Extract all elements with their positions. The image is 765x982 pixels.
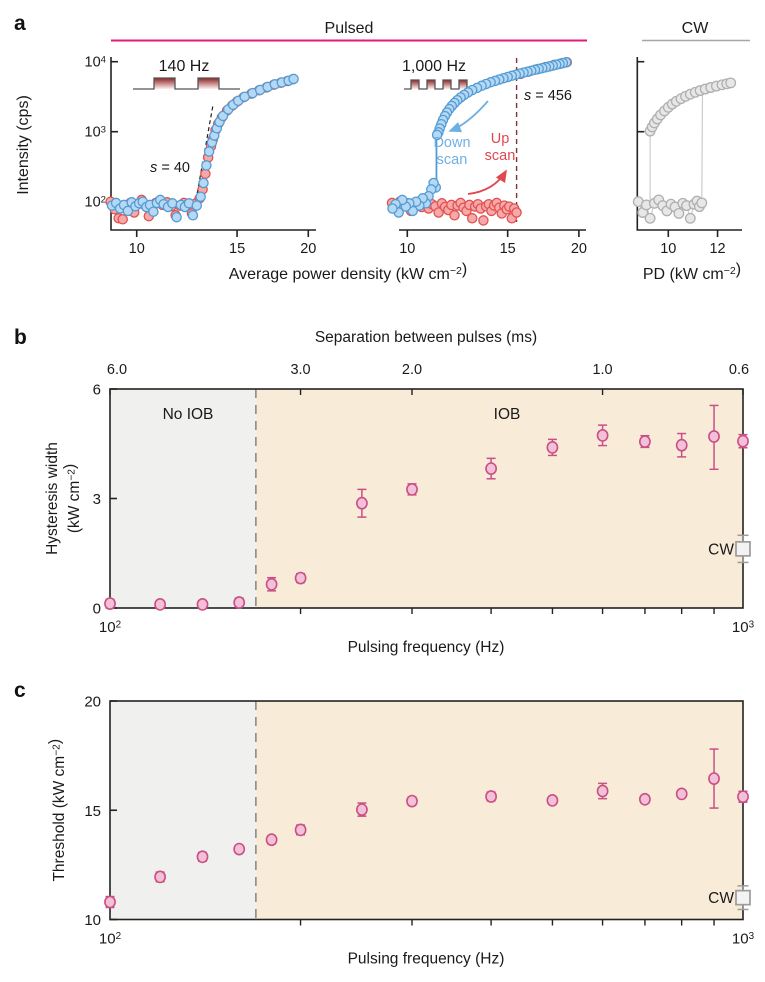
panel-a-xlabel: Average power density (kW $cm^{-2}$) — [228, 261, 468, 283]
panel-b — [44, 329, 755, 656]
y-tick-label: $10^2$ — [84, 194, 106, 211]
y-axis-label: Hysteresis width — [44, 442, 61, 555]
x-tick-label: 10 — [128, 241, 145, 257]
data-point — [197, 851, 207, 862]
data-point — [640, 436, 650, 447]
cw-label: CW — [708, 890, 734, 908]
x-tick-label: 15 — [499, 241, 516, 257]
x-tick-label: 20 — [300, 241, 317, 257]
cw-reference — [708, 886, 750, 910]
data-point — [598, 785, 608, 796]
data-point — [738, 436, 748, 447]
iob-label: IOB — [493, 406, 521, 423]
pulse-icon-140hz — [133, 58, 240, 89]
y-tick-label: 15 — [84, 802, 101, 820]
top-tick-label: 0.6 — [728, 362, 750, 378]
cw-connect-upper — [650, 83, 731, 200]
y-axis-label: (kW $cm^{-2}$) — [61, 463, 83, 534]
x-tick-label: $10^2$ — [98, 619, 122, 636]
data-point — [357, 804, 367, 815]
panel-a-axes — [15, 54, 742, 283]
x-tick-label: $10^3$ — [731, 930, 755, 948]
data-point — [547, 442, 557, 453]
y-axis-label: Threshold (kW $cm^{-2}$) — [46, 738, 68, 882]
x-tick-label: $10^3$ — [731, 619, 755, 636]
y-tick-label: 0 — [92, 600, 101, 618]
y-tick-label: 3 — [92, 491, 101, 508]
panel-c — [46, 694, 754, 968]
no-iob-region — [110, 701, 256, 920]
y-tick-label: 20 — [84, 693, 101, 711]
series-down-scan — [107, 74, 298, 221]
data-point — [267, 834, 277, 845]
series-cw-upper — [645, 78, 735, 136]
x-tick-label: 20 — [570, 241, 587, 257]
data-point — [296, 824, 306, 835]
data-point — [105, 598, 115, 609]
top-tick-label: 3.0 — [290, 362, 311, 378]
pulse — [411, 80, 419, 89]
x-axis-label: Pulsing frequency (Hz) — [347, 639, 505, 656]
panel-a-headers — [111, 20, 750, 41]
y-tick-label: 10 — [84, 912, 101, 929]
data-point — [155, 599, 165, 610]
data-point — [709, 431, 719, 442]
cw-square-marker — [736, 542, 750, 556]
down-scan-label: Down scan — [433, 135, 471, 168]
data-point — [234, 844, 244, 855]
pulse — [154, 78, 175, 89]
data-point — [486, 791, 496, 802]
y-tick-label: 6 — [92, 381, 101, 399]
top-tick-label: 1.0 — [592, 362, 613, 378]
pulse — [198, 78, 219, 89]
data-point — [486, 463, 496, 474]
iob-region — [256, 701, 743, 920]
data-point — [357, 498, 367, 509]
inset-label-140hz: 140 Hz — [158, 58, 210, 75]
panel-c-label: c — [14, 679, 26, 702]
data-point — [155, 871, 165, 882]
x-tick-label: 12 — [709, 241, 726, 257]
y-tick-label: $10^3$ — [84, 124, 106, 141]
top-tick-label: 2.0 — [401, 362, 423, 378]
up-scan-label: Up scan — [484, 131, 516, 164]
pulsed-title: Pulsed — [324, 20, 374, 37]
data-point — [234, 597, 244, 608]
x-tick-label: 15 — [229, 241, 246, 257]
x-tick-label: 10 — [660, 241, 677, 257]
subplot-cw — [634, 78, 736, 223]
pulse — [427, 80, 435, 89]
data-point — [407, 484, 417, 495]
panel-b-label: b — [14, 326, 27, 349]
series-cw-lower — [634, 195, 707, 223]
data-point — [296, 573, 306, 584]
data-point — [640, 794, 650, 805]
pulse-icon-1000hz — [402, 58, 474, 89]
panel-a — [15, 20, 750, 283]
panel-a-label: a — [14, 12, 26, 35]
data-point — [709, 773, 719, 784]
subplot-140hz — [106, 74, 298, 224]
data-point — [407, 796, 417, 807]
no-iob-label: No IOB — [162, 406, 214, 423]
top-tick-label: 6.0 — [106, 362, 128, 378]
x-tick-label: 10 — [399, 241, 416, 257]
panel-a-cw-xlabel: PD (kW $cm^{-2}$) — [642, 261, 742, 283]
y-tick-label: $10^4$ — [84, 54, 106, 71]
s40-annotation: s = 40 — [150, 160, 190, 176]
x-tick-label: $10^2$ — [98, 930, 122, 948]
data-point — [547, 795, 557, 806]
cw-title: CW — [681, 20, 709, 37]
data-point — [105, 896, 115, 907]
up-scan-arrow — [468, 171, 506, 194]
s456-annotation: s = 456 — [524, 88, 572, 104]
data-point — [267, 579, 277, 590]
panel-a-ylabel: Intensity (cps) — [15, 95, 32, 195]
pulse — [443, 80, 451, 89]
data-point — [677, 440, 687, 451]
inset-label-1000hz: 1,000 Hz — [401, 58, 467, 75]
x-axis-label: Pulsing frequency (Hz) — [347, 950, 505, 968]
data-point — [738, 791, 748, 802]
cw-square-marker — [736, 891, 750, 905]
data-point — [598, 430, 608, 441]
cw-label: CW — [708, 541, 734, 559]
data-point — [677, 788, 687, 799]
data-point — [197, 599, 207, 610]
top-axis-label: Separation between pulses (ms) — [314, 329, 538, 346]
